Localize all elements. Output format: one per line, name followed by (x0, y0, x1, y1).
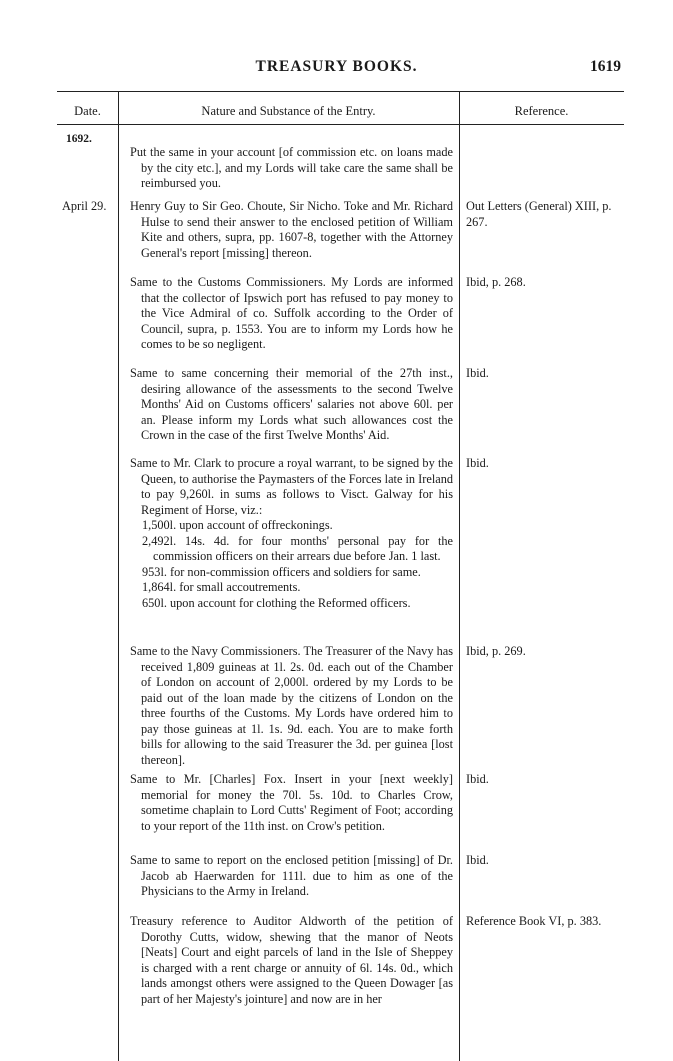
entry-list-item: 1,864l. for small accoutrements. (142, 580, 301, 594)
entry-reference: Ibid. (466, 772, 489, 786)
entry-text (130, 145, 453, 192)
entry-paragraph: Same to Mr. Clark to procure a royal warrant, to be signed by the Queen, to authorise the Paymasters of the Forces late in Ireland to pay 9,260l. in sums as follows to Visct. Galway for his Regiment of Horse, viz.: (130, 456, 453, 517)
column-divider-date (118, 91, 119, 1061)
entry-list-item: 2,492l. 14s. 4d. for four months' personal pay for the commission officers on their arrears due before Jan. 1 last. (142, 533, 453, 563)
entry-text (130, 456, 453, 611)
year-marker: 1692. (66, 133, 92, 145)
entry-paragraph: Same to same concerning their memorial of the 27th inst., desiring allowance of the assessments to the second Twelve Months' Aid on Customs officers' salaries not above 60l. per an. Please inform my Lords what such allowances cost the Crown in the case of the first Twelve Months' Aid. (130, 366, 453, 442)
entry-paragraph: Put the same in your account [of commission etc. on loans made by the city etc.], and my Lords will take care the same shall be reimbursed you. (130, 145, 453, 190)
column-header-date: Date. (74, 104, 101, 118)
page-number: 1619 (590, 58, 621, 75)
entry-reference: Ibid, p. 268. (466, 275, 526, 289)
entry-date: April 29. (62, 199, 107, 213)
entry-paragraph: Same to same to report on the enclosed petition [missing] of Dr. Jacob ab Haerwarden for 111l. due to him as one of the Physicians to the Army in Ireland. (130, 853, 453, 898)
entry-reference: Reference Book VI, p. 383. (466, 914, 602, 928)
column-header-reference: Reference. (514, 104, 569, 118)
entry-text (130, 275, 453, 353)
entry-reference: Ibid, p. 269. (466, 644, 526, 658)
entry-reference: Out Letters (General) XIII, p. 267. (466, 199, 612, 229)
entry-paragraph: Same to the Customs Commissioners. My Lords are informed that the collector of Ipswich port has refused to pay money to the Vice Admiral of co. Suffolk according to the Order of Council, supra, p. 1553. You are to inform my Lords how he comes to be so negligent. (130, 275, 453, 351)
entry-text (130, 853, 453, 900)
running-title: TREASURY BOOKS. (255, 58, 418, 75)
entry-list-item: 650l. upon account for clothing the Reformed officers. (142, 595, 411, 610)
column-header-nature: Nature and Substance of the Entry. (201, 104, 376, 118)
table-top-rule (57, 91, 624, 92)
entry-paragraph: Henry Guy to Sir Geo. Choute, Sir Nicho. Toke and Mr. Richard Hulse to send their answer to the enclosed petition of William Kite and others, supra, pp. 1607-8, together with the Attorney General's report [missing] thereon. (130, 199, 453, 260)
entry-text (130, 914, 453, 1007)
entry-text (130, 644, 453, 768)
entry-list-item: 1,500l. upon account of offreckonings. (142, 518, 333, 532)
entry-text (130, 199, 453, 261)
running-header (0, 58, 673, 78)
entry-paragraph: Same to the Navy Commissioners. The Treasurer of the Navy has received 1,809 guineas at 1l. 2s. 0d. each out of the Chamber of London on account of 2,000l. ordered by my Lords to be paid out of the loan made by the citizens of London on the three fourths of the Customs. My Lords have ordered him to pay those guineas at 1l. 1s. 9d. each. You are to make forth bills for allowing to the said Treasurer the 3d. per guinea [lost thereon]. (130, 644, 453, 767)
column-divider-reference (459, 91, 460, 1061)
entry-paragraph: Same to Mr. [Charles] Fox. Insert in your [next weekly] memorial for money the 70l. 5s. 10d. to Charles Crow, sometime chaplain to Lord Cutts' Regiment of Foot; according to your report of the 11th inst. on Crow's petition. (130, 772, 453, 833)
entry-reference: Ibid. (466, 366, 489, 380)
entry-paragraph: Treasury reference to Auditor Aldworth of the petition of Dorothy Cutts, widow, shewing that the manor of Neots [Neats] Court and eight parcels of land in the Isle of Sheppey is charged with a rent charge or annuity of 6l. 14s. 0d., which lands amongst others were assigned to the Queen Dowager [as part of her Majesty's jointure] and now are in her (130, 914, 453, 1006)
entry-reference: Ibid. (466, 456, 489, 470)
table-head-rule (57, 124, 624, 125)
entry-list-item: 953l. for non-commission officers and soldiers for same. (142, 564, 421, 579)
entry-text (130, 772, 453, 834)
entry-text (130, 366, 453, 444)
entry-reference: Ibid. (466, 853, 489, 867)
